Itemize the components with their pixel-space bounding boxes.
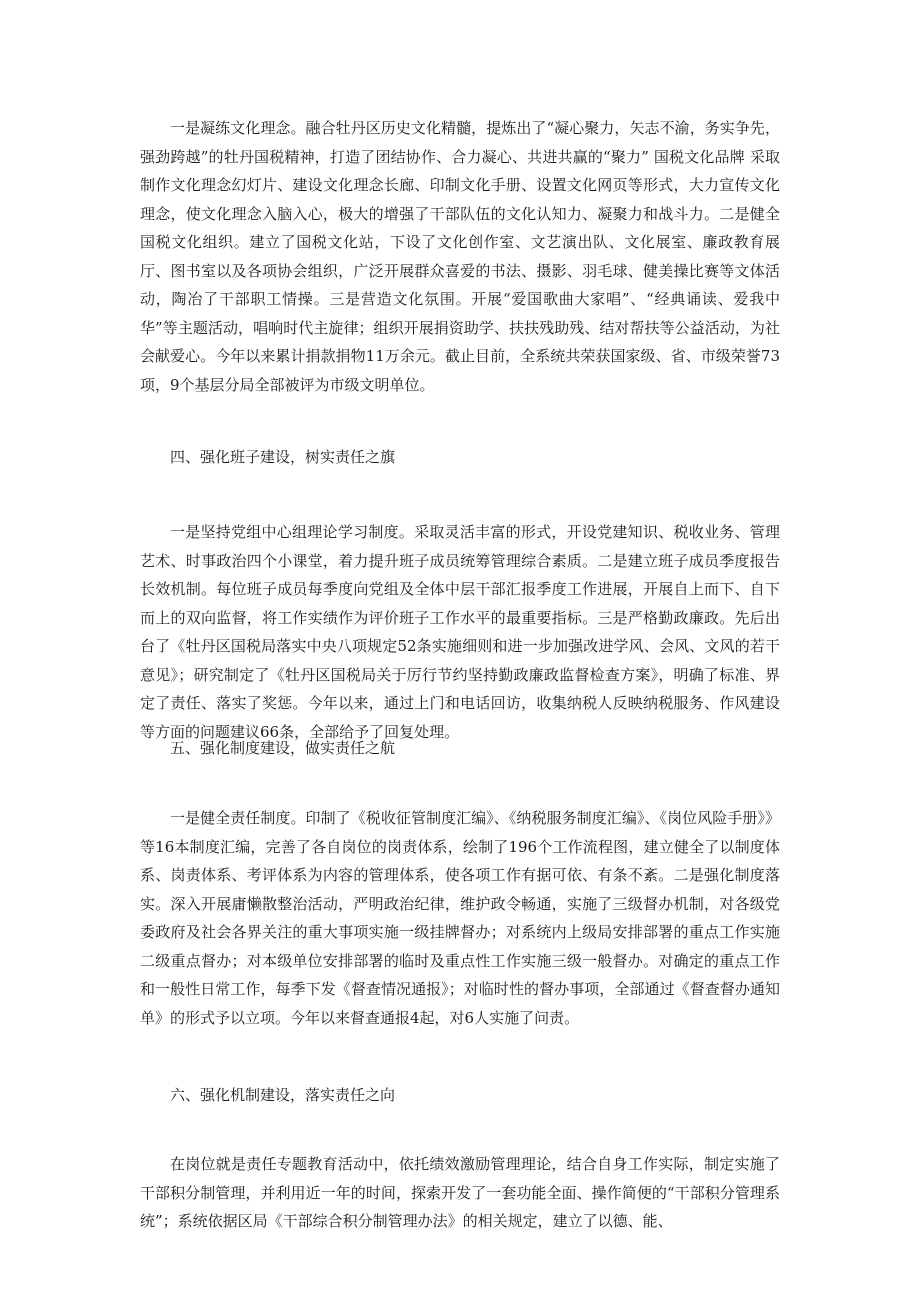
section-heading-6: 六、强化机制建设，落实责任之向 (170, 1086, 396, 1104)
paragraph-culture: 一是凝练文化理念。融合牡丹区历史文化精髓，提炼出了“凝心聚力，矢志不渝，务实争先，强劲跨越”的牡丹国税精神，打造了团结协作、合力凝心、共进共赢的“聚力” 国税文化品牌 采取制作文化理念幻灯片、建设文化理念长廊、印制文化手册、设置文化网页等形式，大力宣传文化理念，使文化理念入脑入心，极大的增强了干部队伍的文化认知力、凝聚力和战斗力。二是健全国税文化组织。建立了国税文化站，下设了文化创作室、文艺演出队、文化展室、廉政教育展厅、图书室以及各项协会组织，广泛开展群众喜爱的书法、摄影、羽毛球、健美操比赛等文体活动，陶冶了干部职工情操。三是营造文化氛围。开展“爱国歌曲大家唱”、“经典诵读、爱我中华”等主题活动，唱响时代主旋律；组织开展捐资助学、扶扶残助残、结对帮扶等公益活动，为社会献爱心。今年以来累计捐款捐物11万余元。截止目前，全系统共荣获国家级、省、市级荣誉73项，9个基层分局全部被评为市级文明单位。 (140, 119, 780, 394)
paragraph-system: 一是健全责任制度。印制了《税收征管制度汇编》、《纳税服务制度汇编》、《岗位风险手册》》等16本制度汇编，完善了各自岗位的岗责体系，绘制了196个工作流程图，建立健全了以制度体系、岗责体系、考评体系为内容的管理体系，使各项工作有据可依、有条不紊。二是强化制度落实。深入开展庸懒散整治活动，严明政治纪律，维护政令畅通，实施了三级督办机制，对各级党委政府及社会各界关注的重大事项实施一级挂牌督办；对系统内上级局安排部署的重点工作实施二级重点督办；对本级单位安排部署的临时及重点性工作实施三级一般督办。对确定的重点工作和一般性日常工作，每季下发《督查情况通报》；对临时性的督办事项，全部通过《督查督办通知单》的形式予以立项。今年以来督查通报4起，对6人实施了问责。 (140, 809, 780, 1027)
paragraph-team: 一是坚持党组中心组理论学习制度。采取灵活丰富的形式，开设党建知识、税收业务、管理艺术、时事政治四个小课堂，着力提升班子成员统筹管理综合素质。二是建立班子成员季度报告长效机制。每位班子成员每季度向党组及全体中层干部汇报季度工作进展，开展自上而下、自下而上的双向监督，将工作实绩作为评价班子工作水平的最重要指标。三是严格勤政廉政。先后出台了《牡丹区国税局落实中央八项规定52条实施细则和进一步加强改进学风、会风、文风的若干意见》；研究制定了《牡丹区国税局关于厉行节约坚持勤政廉政监督检查方案》，明确了标准、界定了责任、落实了奖惩。今年以来，通过上门和电话回访，收集纳税人反映纳税服务、作风建设等方面的问题建议66条，全部给予了回复处理。 (140, 523, 780, 741)
section-heading-5: 五、强化制度建设，做实责任之航 (170, 739, 396, 757)
section-heading-4: 四、强化班子建设，树实责任之旗 (170, 448, 396, 466)
paragraph-mechanism: 在岗位就是责任专题教育活动中，依托绩效激励管理理论，结合自身工作实际，制定实施了干部积分制管理，并利用近一年的时间，探索开发了一套功能全面、操作简便的“干部积分管理系统”；系统依据区局《干部综合积分制管理办法》的相关规定，建立了以德、能、 (140, 1155, 780, 1230)
